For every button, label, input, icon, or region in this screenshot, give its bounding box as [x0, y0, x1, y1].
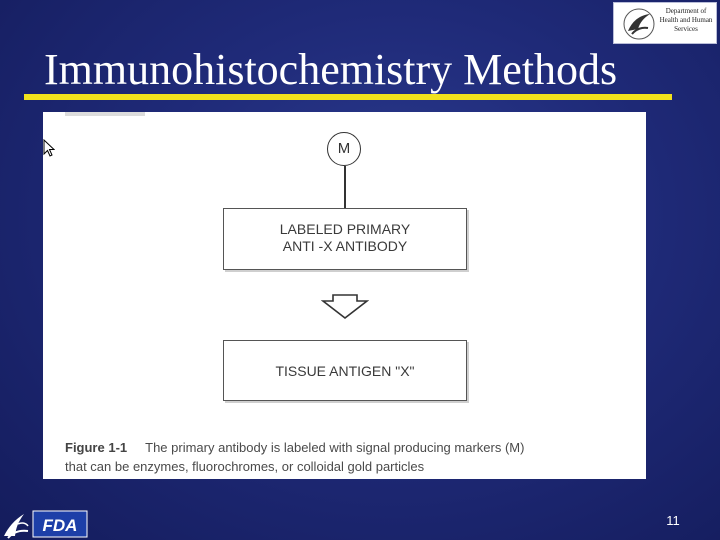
caption-text-1: The primary antibody is labeled with signal producing markers (M): [145, 440, 525, 455]
hhs-eagle-icon: [618, 7, 660, 41]
antibody-line-2: ANTI -X ANTIBODY: [282, 238, 408, 254]
hhs-badge: [613, 2, 717, 44]
page-number: 11: [666, 513, 680, 528]
down-arrow-icon: [321, 294, 369, 320]
figure-label: Figure 1-1: [65, 440, 128, 455]
svg-text:FDA: FDA: [42, 516, 78, 535]
title-underline: [24, 94, 672, 100]
hhs-fda-logo-icon: [0, 506, 88, 540]
mouse-cursor-icon: [43, 139, 55, 157]
caption-line-1: [65, 440, 524, 455]
hhs-department-text: [656, 7, 716, 34]
hhs-line-2: Health and Human: [659, 16, 713, 24]
hhs-line-1: Department of: [665, 7, 707, 15]
antibody-line-1: LABELED PRIMARY: [279, 221, 411, 237]
antibody-box: [223, 208, 467, 270]
slide-title: Immunohistochemistry Methods: [44, 45, 618, 94]
marker-circle: M: [327, 132, 361, 166]
scan-artifact: [65, 112, 145, 116]
figure-panel: [43, 112, 646, 479]
hhs-line-3: Services: [674, 25, 698, 33]
caption-line-2: that can be enzymes, fluorochromes, or colloidal gold particles: [65, 459, 425, 474]
antigen-box: TISSUE ANTIGEN "X": [223, 340, 467, 401]
marker-stem: [344, 166, 346, 208]
